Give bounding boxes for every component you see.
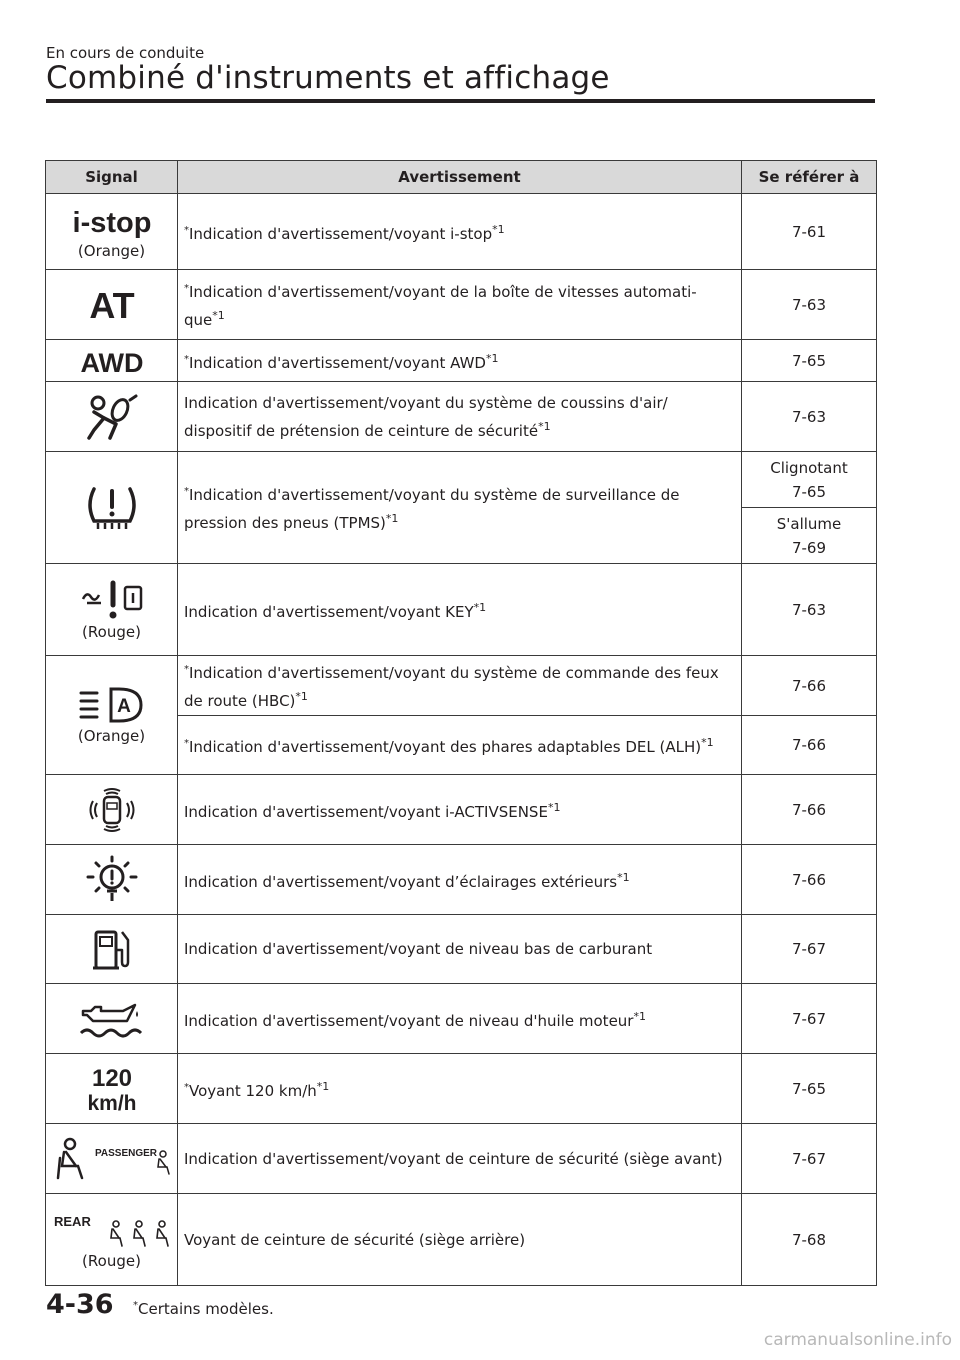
page-reference: 7-65 [742,1054,877,1124]
warning-description: Indication d'avertissement/voyant de niveau d'huile moteur$^{*1}$ [178,984,742,1054]
signal-cell [46,270,178,340]
oil-level-icon [77,997,147,1041]
table-row [46,656,877,716]
warning-description: *Indication d'avertissement/voyant i-stop$^{*1}$ [178,194,742,270]
note-ref: *1 [212,309,225,322]
svg-text:AT: AT [88,284,135,325]
awd-icon [72,346,152,376]
warning-description: Indication d'avertissement/voyant d’éclairages extérieurs$^{*1}$ [178,845,742,915]
fuel-icon [90,926,134,972]
footnote-star: * [184,224,189,236]
note-ref: *1 [633,1009,646,1023]
signal-cell [46,775,178,845]
footnote-star: * [184,1081,189,1093]
table-row [46,775,877,845]
watermark: carmanualsonline.info [763,1330,952,1350]
page-reference: 7-63 [742,564,877,656]
airbag-icon [84,394,140,440]
warning-description: Indication d'avertissement/voyant i-ACTIVSENSE$^{*1}$ [178,775,742,845]
signal-cell [46,194,178,270]
page-reference: 7-63 [742,382,877,452]
warning-description: Indication d'avertissement/voyant de ceinture de sécurité (siège avant) [178,1124,742,1194]
at-icon [77,285,147,325]
warning-description: Indication d'avertissement/voyant de niveau bas de carburant [178,915,742,984]
note-ref: *1 [538,419,551,433]
col-header-warning: Avertissement [178,161,742,194]
warning-description: *Indication d'avertissement/voyant des phares adaptables DEL (ALH)$^{*1}$ [178,716,742,775]
signal-cell [46,452,178,564]
hbc-icon [77,685,147,725]
page-reference: 7-65 [742,340,877,382]
signal-color-caption: (Rouge) [82,1251,141,1270]
table-row [46,340,877,382]
speed-120-icon [77,1064,147,1114]
table-row [46,1054,877,1124]
table-row [46,984,877,1054]
page-reference: 7-67 [742,1124,877,1194]
signal-cell [46,340,178,382]
table-row [46,382,877,452]
signal-cell [46,984,178,1054]
svg-text:PASSENGER: PASSENGER [94,1147,157,1159]
page-reference: 7-68 [742,1194,877,1286]
signal-color-caption: (Rouge) [82,622,141,641]
svg-text:A: A [116,696,131,717]
page-title: Combiné d'instruments et affichage [46,60,610,96]
table-row [46,915,877,984]
signal-cell [46,845,178,915]
i-stop-icon [72,204,152,240]
tpms-icon [84,483,140,533]
page-reference: 7-63 [742,270,877,340]
note-ref: *1 [492,222,505,236]
page-reference: 7-67 [742,915,877,984]
section-label: En cours de conduite [46,44,205,62]
svg-text:AWD: AWD [80,347,143,376]
table-row [46,194,877,270]
table-row [46,270,877,340]
signal-cell [46,382,178,452]
page-reference: 7-61 [742,194,877,270]
note-ref: *1 [316,1079,330,1093]
note-ref: *1 [485,351,499,365]
warning-description: Indication d'avertissement/voyant du système de coussins d'air/ dispositif de prétension de ceinture de sécurité$^{*1}$ [178,382,742,452]
table-row [46,452,877,508]
signal-color-caption: (Orange) [77,241,146,260]
page-reference: 7-67 [742,984,877,1054]
svg-text:REAR: REAR [53,1213,91,1229]
note-ref: *1 [547,800,561,814]
footnote: *Certains modèles. [133,1300,274,1318]
footnote-star: * [184,283,189,294]
table-row [46,845,877,915]
page-reference: 7-66 [742,656,877,716]
table-row [46,564,877,656]
warning-description: *Voyant 120 $km/h^{*1}$ [178,1054,742,1124]
note-ref: *1 [473,600,487,614]
key-warning-icon [77,579,147,621]
page-reference: Clignotant 7-65 [742,452,877,508]
warning-description: *Indication d'avertissement/voyant de la boîte de vitesses automati-que$^{*1}$ [178,270,742,340]
note-ref: *1 [295,690,308,703]
note-ref: *1 [617,870,630,884]
footnote-star: * [184,486,189,497]
page-reference: 7-66 [742,716,877,775]
footnote-star: * [184,353,189,365]
header-divider [46,99,875,103]
warning-description: Indication d'avertissement/voyant KEY$^{*1}$ [178,564,742,656]
exterior-light-icon [84,855,140,905]
warning-description: *Indication d'avertissement/voyant du système de surveillance de pression des pneus (TPMS)$^{*1}$ [178,452,742,564]
seatbelt-rear-icon [50,1210,174,1250]
i-activsense-icon [87,785,137,835]
signal-cell [46,1194,178,1286]
table-header-row [46,161,877,194]
table-row [46,1194,877,1286]
warning-description: *Indication d'avertissement/voyant du système de commande des feux de route (HBC)$^{*1}$ [178,656,742,716]
svg-text:120: 120 [91,1064,132,1092]
svg-text:i-stop: i-stop [72,206,151,239]
signal-cell [46,656,178,775]
footnote-star: * [184,738,189,749]
table-row [46,1124,877,1194]
page-reference: 7-66 [742,845,877,915]
page-reference: 7-66 [742,775,877,845]
footnote-star: * [184,664,189,675]
note-ref: *1 [701,736,714,749]
note-ref: *1 [385,512,399,525]
col-header-reference: Se référer à [742,161,877,194]
signal-cell [46,564,178,656]
warning-description: *Indication d'avertissement/voyant AWD$^{*1}$ [178,340,742,382]
signal-color-caption: (Orange) [77,727,146,745]
signal-table [45,160,877,1286]
signal-cell [46,1124,178,1194]
page-number: 4-36 [46,1289,114,1320]
svg-text:km/h: km/h [86,1091,137,1114]
seatbelt-passenger-icon [50,1136,174,1182]
page-reference: S'allume 7-69 [742,508,877,564]
col-header-signal: Signal [46,161,178,194]
signal-cell [46,915,178,984]
signal-cell [46,1054,178,1124]
warning-description: Voyant de ceinture de sécurité (siège arrière) [178,1194,742,1286]
